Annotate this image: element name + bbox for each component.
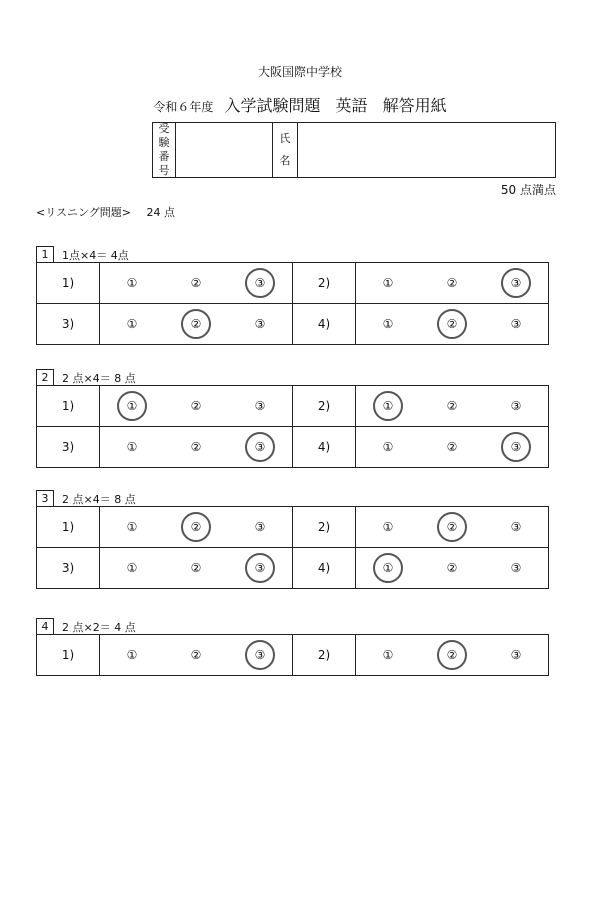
question-number: 2) — [293, 507, 356, 548]
question-number: 3) — [37, 427, 100, 468]
question-number: 1) — [37, 263, 100, 304]
full-score: 50 点満点 — [500, 183, 556, 197]
choice-selected[interactable]: ③ — [245, 268, 275, 298]
answer-choices — [100, 427, 293, 468]
section-number: 4 — [36, 618, 54, 635]
answer-choices — [356, 304, 549, 345]
choice-option[interactable]: ① — [126, 520, 138, 534]
choice-option[interactable]: ② — [190, 276, 202, 290]
answer-row — [37, 386, 549, 427]
choice-option[interactable]: ③ — [510, 399, 522, 413]
choice-option[interactable]: ② — [446, 399, 458, 413]
exam-title: 入学試験問題 — [224, 96, 321, 115]
section-scoring: 1点×4＝ 4点 — [62, 248, 129, 262]
choice-option[interactable]: ① — [382, 276, 394, 290]
section-heading — [36, 246, 129, 263]
choice-option[interactable]: ③ — [254, 317, 266, 331]
answer-table — [36, 385, 549, 468]
choice-option[interactable]: ① — [126, 317, 138, 331]
answer-row — [37, 427, 549, 468]
section-number: 1 — [36, 246, 54, 263]
section-scoring: 2 点×2＝ 4 点 — [62, 620, 136, 634]
choice-selected[interactable]: ③ — [501, 268, 531, 298]
choice-option[interactable]: ② — [190, 399, 202, 413]
exam-number-label: 受 験 番 号 — [153, 123, 176, 177]
section-number: 2 — [36, 369, 54, 386]
answer-row — [37, 304, 549, 345]
choice-selected[interactable]: ③ — [245, 553, 275, 583]
choice-option[interactable]: ② — [190, 440, 202, 454]
choice-option[interactable]: ② — [190, 648, 202, 662]
question-number: 1) — [37, 507, 100, 548]
choice-selected[interactable]: ② — [437, 309, 467, 339]
page-title — [0, 93, 600, 116]
choice-selected[interactable]: ② — [437, 512, 467, 542]
answer-table — [36, 506, 549, 589]
question-number: 3) — [37, 548, 100, 589]
section-scoring: 2 点×4＝ 8 点 — [62, 371, 136, 385]
choice-option[interactable]: ① — [126, 648, 138, 662]
choice-selected[interactable]: ③ — [245, 432, 275, 462]
section-heading — [36, 369, 136, 386]
choice-option[interactable]: ② — [190, 561, 202, 575]
choice-option[interactable]: ① — [382, 648, 394, 662]
section-scoring: 2 点×4＝ 8 点 — [62, 492, 136, 506]
answer-choices — [100, 635, 293, 676]
choice-option[interactable]: ① — [382, 520, 394, 534]
listening-label: <リスニング問題> — [36, 206, 131, 219]
choice-option[interactable]: ③ — [510, 520, 522, 534]
question-number: 2) — [293, 386, 356, 427]
section-heading — [36, 490, 136, 507]
exam-year: 令和６年度 — [153, 100, 214, 114]
choice-selected[interactable]: ③ — [501, 432, 531, 462]
choice-selected[interactable]: ① — [373, 391, 403, 421]
choice-option[interactable]: ① — [382, 317, 394, 331]
name-label: 氏 名 — [273, 123, 298, 177]
exam-number-field[interactable] — [176, 123, 273, 177]
answer-row — [37, 507, 549, 548]
answer-row — [37, 263, 549, 304]
answer-choices — [356, 548, 549, 589]
choice-selected[interactable]: ② — [437, 640, 467, 670]
question-number: 1) — [37, 386, 100, 427]
question-number: 3) — [37, 304, 100, 345]
answer-choices — [356, 386, 549, 427]
question-number: 2) — [293, 263, 356, 304]
sheet-label: 解答用紙 — [382, 96, 447, 115]
choice-option[interactable]: ② — [446, 276, 458, 290]
school-name: 大阪国際中学校 — [257, 65, 342, 79]
answer-choices — [100, 507, 293, 548]
choice-selected[interactable]: ② — [181, 512, 211, 542]
question-number: 2) — [293, 635, 356, 676]
answer-choices — [100, 386, 293, 427]
choice-option[interactable]: ③ — [254, 399, 266, 413]
choice-option[interactable]: ③ — [510, 317, 522, 331]
choice-option[interactable]: ① — [126, 440, 138, 454]
choice-option[interactable]: ③ — [510, 561, 522, 575]
answer-choices — [100, 304, 293, 345]
candidate-info-box — [152, 122, 556, 178]
question-number: 4) — [293, 304, 356, 345]
choice-option[interactable]: ② — [446, 561, 458, 575]
choice-option[interactable]: ① — [126, 561, 138, 575]
answer-choices — [356, 635, 549, 676]
question-number: 4) — [293, 548, 356, 589]
answer-choices — [356, 427, 549, 468]
answer-choices — [356, 263, 549, 304]
listening-heading — [36, 204, 175, 220]
listening-points: 24 点 — [146, 206, 175, 219]
answer-choices — [356, 507, 549, 548]
answer-table — [36, 634, 549, 676]
choice-option[interactable]: ① — [126, 276, 138, 290]
exam-subject: 英語 — [335, 96, 368, 115]
choice-selected[interactable]: ③ — [245, 640, 275, 670]
answer-row — [37, 548, 549, 589]
choice-option[interactable]: ① — [382, 440, 394, 454]
choice-selected[interactable]: ② — [181, 309, 211, 339]
answer-choices — [100, 263, 293, 304]
choice-option[interactable]: ② — [446, 440, 458, 454]
section-heading — [36, 618, 136, 635]
name-field[interactable] — [298, 123, 555, 177]
choice-selected[interactable]: ① — [117, 391, 147, 421]
question-number: 1) — [37, 635, 100, 676]
choice-selected[interactable]: ① — [373, 553, 403, 583]
answer-choices — [100, 548, 293, 589]
choice-option[interactable]: ③ — [254, 520, 266, 534]
question-number: 4) — [293, 427, 356, 468]
answer-row — [37, 635, 549, 676]
choice-option[interactable]: ③ — [510, 648, 522, 662]
section-number: 3 — [36, 490, 54, 507]
answer-table — [36, 262, 549, 345]
